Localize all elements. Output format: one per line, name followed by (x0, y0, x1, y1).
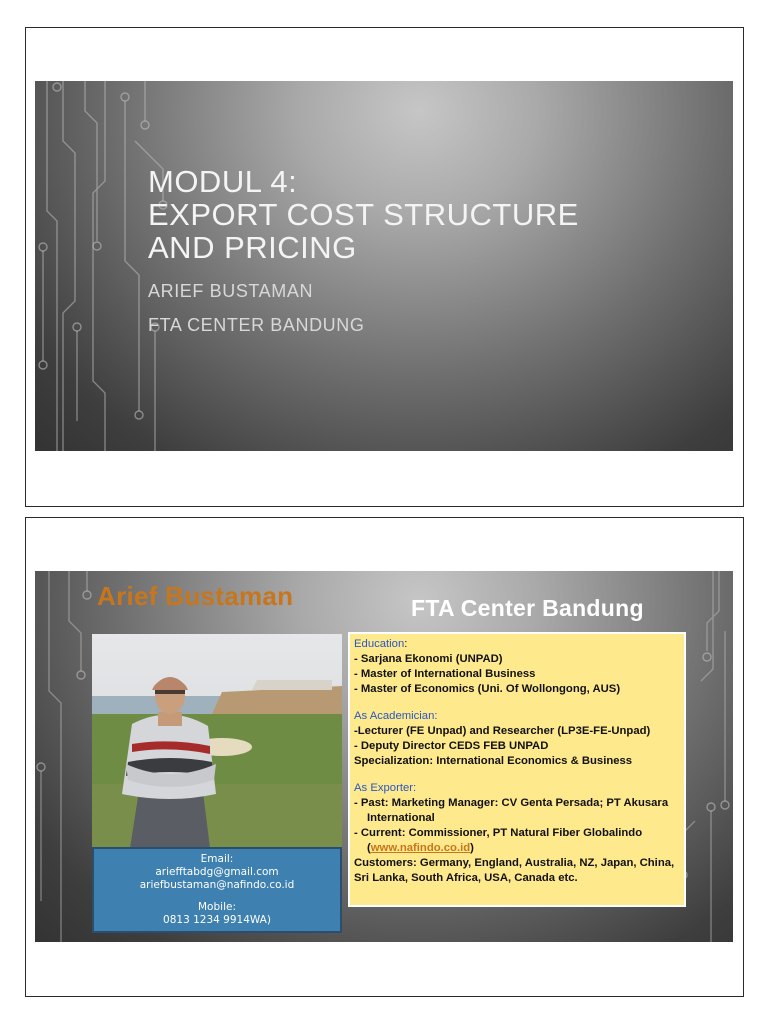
profile-photo (92, 634, 342, 848)
exporter-heading: As Exporter: (354, 782, 417, 794)
academician-item: -Lecturer (FE Unpad) and Researcher (LP3E-FE-Unpad) (354, 725, 651, 737)
contact-info-box (92, 847, 342, 933)
spacer (354, 769, 679, 781)
education-heading (354, 637, 679, 652)
title-slide (35, 81, 733, 451)
slide-title (148, 165, 708, 264)
academician-heading: As Academician: (354, 710, 438, 722)
spacer (354, 697, 679, 709)
profile-slide (35, 571, 733, 942)
person-name-heading: Arief Bustaman (97, 581, 294, 611)
email-link-1[interactable]: ariefftabdg@gmail.com (155, 866, 279, 878)
mobile-number: 0813 1234 9914WA) (163, 914, 271, 926)
exporter-past-item: - Past: Marketing Manager: CV Genta Persada; PT Akusara International (354, 797, 669, 824)
education-item: - Sarjana Ekonomi (UNPAD) (354, 653, 503, 665)
academician-item: - Deputy Director CEDS FEB UNPAD (354, 740, 549, 752)
customers-line: Customers: Germany, England, Australia, NZ, Japan, China, Sri Lanka, South Africa, USA, Canada etc. (354, 857, 675, 884)
education-item: - Master of International Business (354, 668, 536, 680)
title-line-2: EXPORT COST STRUCTURE (148, 197, 579, 232)
title-line-3: AND PRICING (148, 230, 357, 265)
exporter-current-text: - Current: Commissioner, PT Natural Fiber Globalindo ( (354, 827, 643, 854)
email-link-2[interactable]: ariefbustaman@nafindo.co.id (139, 879, 295, 891)
biography-box (348, 632, 686, 907)
presenter-name: ARIEF BUSTAMAN (148, 281, 314, 301)
exporter-current-item (354, 826, 679, 856)
education-item: - Master of Economics (Uni. Of Wollongong, AUS) (354, 683, 621, 695)
education-heading-colon: : (404, 638, 408, 650)
email-label: Email: (200, 853, 234, 865)
title-line-1: MODUL 4: (148, 164, 298, 199)
circuit-decoration-left (35, 81, 185, 451)
company-website-link[interactable]: www.nafindo.co.id (370, 842, 471, 854)
slide-page-2 (25, 517, 744, 997)
education-heading-text: Education (354, 638, 405, 650)
slide-page-1 (25, 27, 744, 507)
spacer (94, 892, 340, 901)
mobile-label: Mobile: (198, 901, 236, 913)
academician-item: Specialization: International Economics & Business (354, 755, 633, 767)
exporter-current-close: ) (470, 842, 474, 854)
organization-heading: FTA Center Bandung (411, 595, 644, 621)
organization-name: FTA CENTER BANDUNG (148, 315, 365, 335)
